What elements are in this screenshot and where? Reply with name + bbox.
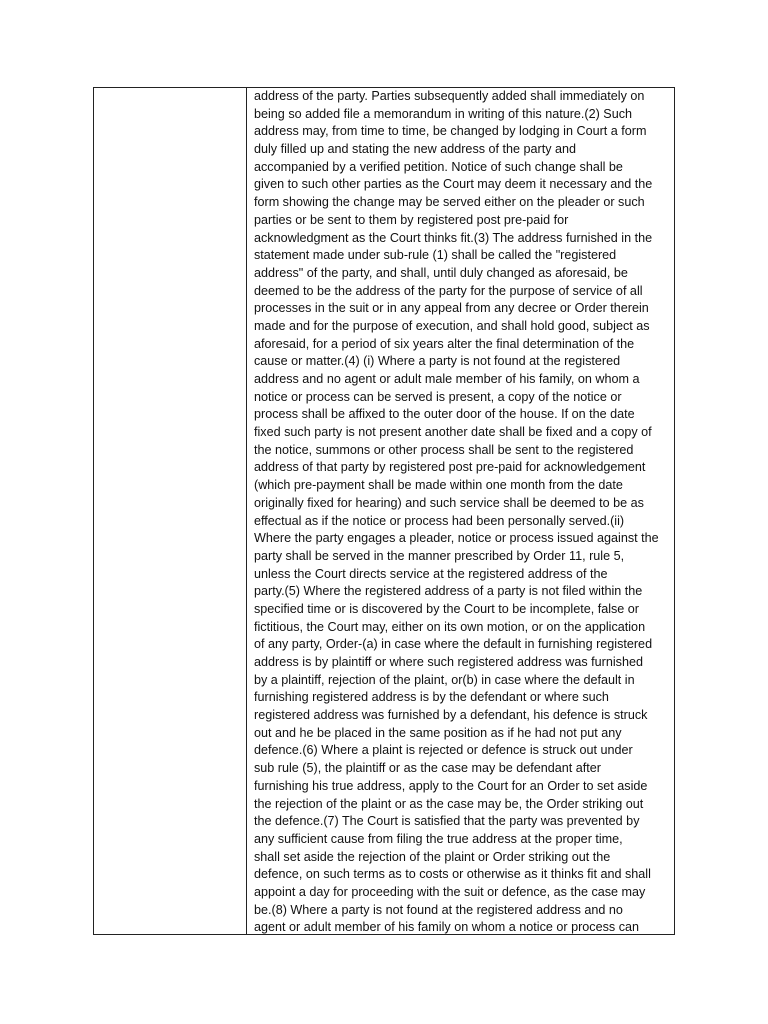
text-line: furnishing his true address, apply to the Court for an Order to set aside xyxy=(254,778,648,793)
text-line: notice or process can be served is present, a copy of the notice or xyxy=(254,389,622,404)
text-line: (which pre-payment shall be made within one month from the date xyxy=(254,478,623,493)
text-line: defence, on such terms as to costs or otherwise as it thinks fit and shall xyxy=(254,867,651,882)
text-line: address of that party by registered post pre-paid for acknowledgement xyxy=(254,460,646,475)
text-line: party shall be served in the manner prescribed by Order 11, rule 5, xyxy=(254,548,625,563)
text-line: given to such other parties as the Court may deem it necessary and the xyxy=(254,177,653,192)
text-line: form showing the change may be served either on the pleader or such xyxy=(254,195,645,210)
text-line: acknowledgment as the Court thinks fit.(3) The address furnished in the xyxy=(254,230,653,245)
text-line: being so added file a memorandum in writing of this nature.(2) Such xyxy=(254,106,633,121)
table-right-cell xyxy=(247,88,674,934)
text-line: shall set aside the rejection of the plaint or Order striking out the xyxy=(254,849,611,864)
text-line: fixed such party is not present another date shall be fixed and a copy of xyxy=(254,425,652,440)
text-line: Where the party engages a pleader, notice or process issued against the xyxy=(254,531,659,546)
text-line: furnishing registered address is by the defendant or where such xyxy=(254,690,609,705)
text-line: out and he be placed in the same position as if he had not put any xyxy=(254,725,622,740)
text-line: made and for the purpose of execution, and shall hold good, subject as xyxy=(254,318,650,333)
text-line: effectual as if the notice or process had been personally served.(ii) xyxy=(254,513,625,528)
text-line: accompanied by a verified petition. Notice of such change shall be xyxy=(254,159,623,174)
text-line: address" of the party, and shall, until duly changed as aforesaid, be xyxy=(254,265,628,280)
text-line: sub rule (5), the plaintiff or as the case may be defendant after xyxy=(254,761,601,776)
text-line: agent or adult member of his family on whom a notice or process can xyxy=(254,920,639,934)
text-line: the rejection of the plaint or as the case may be, the Order striking out xyxy=(254,796,644,811)
text-line: by a plaintiff, rejection of the plaint, or(b) in case where the default in xyxy=(254,672,635,687)
text-line: of any party, Order-(a) in case where the default in furnishing registered xyxy=(254,637,653,652)
text-line: originally fixed for hearing) and such service shall be deemed to be as xyxy=(254,495,644,510)
text-line: party.(5) Where the registered address of a party is not filed within the xyxy=(254,584,643,599)
text-line: deemed to be the address of the party for the purpose of service of all xyxy=(254,283,643,298)
text-line: be.(8) Where a party is not found at the registered address and no xyxy=(254,902,623,917)
text-line: address of the party. Parties subsequently added shall immediately on xyxy=(254,89,645,103)
text-line: the notice, summons or other process shall be sent to the registered xyxy=(254,442,634,457)
text-line: statement made under sub-rule (1) shall be called the "registered xyxy=(254,248,617,263)
text-line: address may, from time to time, be changed by lodging in Court a form xyxy=(254,124,647,139)
text-line: cause or matter.(4) (i) Where a party is not found at the registered xyxy=(254,354,621,369)
text-line: specified time or is discovered by the Court to be incomplete, false or xyxy=(254,601,639,616)
text-line: address and no agent or adult male member of his family, on whom a xyxy=(254,372,640,386)
text-line: processes in the suit or in any appeal from any decree or Order therein xyxy=(254,301,649,316)
text-line: fictitious, the Court may, either on its own motion, or on the application xyxy=(254,619,646,634)
text-line: unless the Court directs service at the registered address of the xyxy=(254,566,608,581)
text-line: appoint a day for proceeding with the suit or defence, as the case may xyxy=(254,884,646,899)
text-line: any sufficient cause from filing the true address at the proper time, xyxy=(254,831,623,846)
table-left-cell xyxy=(94,88,247,934)
text-line: the defence.(7) The Court is satisfied that the party was prevented by xyxy=(254,814,640,829)
text-line: registered address was furnished by a defendant, his defence is struck xyxy=(254,708,648,723)
text-line: defence.(6) Where a plaint is rejected or defence is struck out under xyxy=(254,743,633,758)
text-line: aforesaid, for a period of six years alter the final determination of the xyxy=(254,336,635,351)
text-line: address is by plaintiff or where such registered address was furnished xyxy=(254,655,643,669)
text-line: parties or be sent to them by registered post pre-paid for xyxy=(254,212,569,227)
text-line: process shall be affixed to the outer door of the house. If on the date xyxy=(254,407,635,422)
text-line: duly filled up and stating the new address of the party and xyxy=(254,142,577,157)
document-table xyxy=(93,87,675,935)
